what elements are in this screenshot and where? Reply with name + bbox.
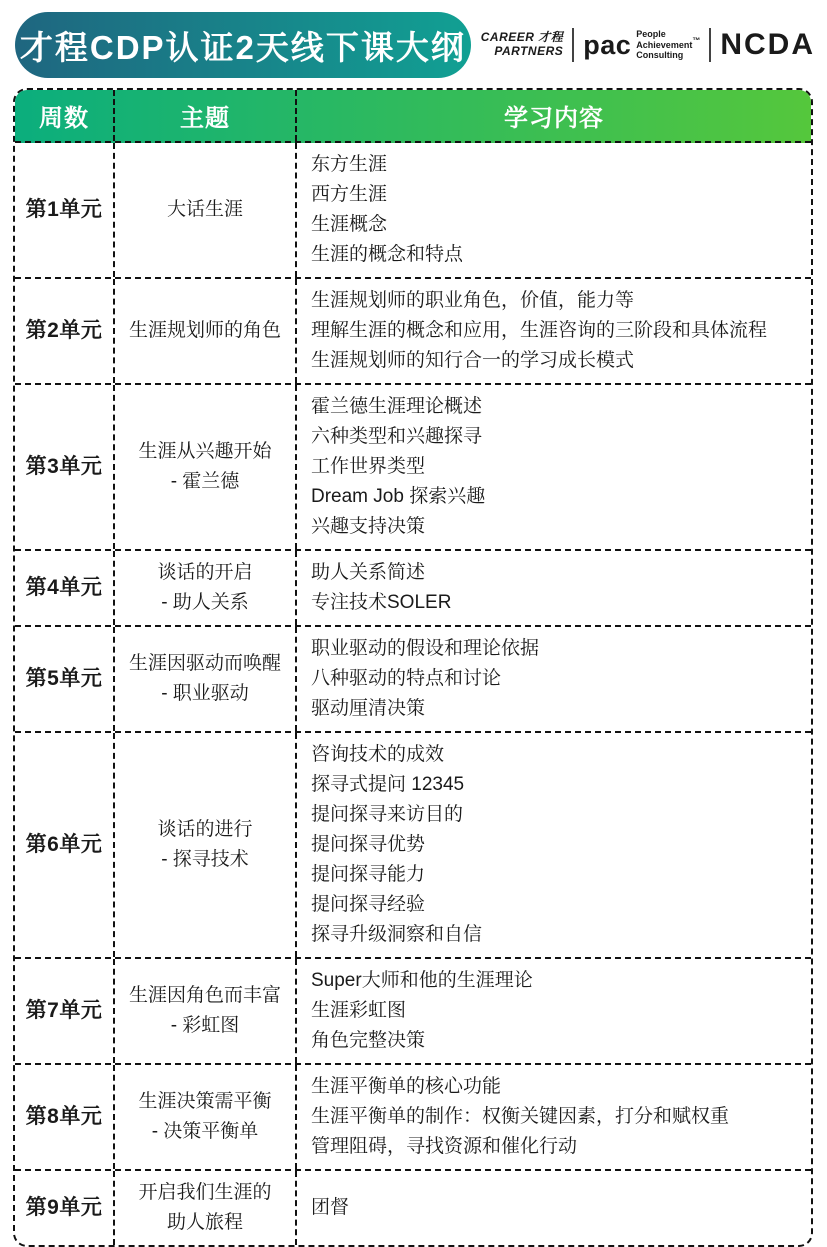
topic-line: 生涯因驱动而唤醒 <box>128 653 281 674</box>
topic-cell <box>113 1171 295 1245</box>
topic-line: - 探寻技术 <box>161 849 249 870</box>
col-header-content: 学习内容 <box>295 90 811 141</box>
unit-cell: 第4单元 <box>25 576 103 599</box>
table-row <box>15 1063 811 1169</box>
pac-tagline-line1: People <box>636 29 666 40</box>
content-line: 生涯平衡单的核心功能 <box>311 1076 502 1097</box>
topic-line: 生涯因角色而丰富 <box>128 985 281 1006</box>
content-line: 专注技术SOLER <box>311 592 452 613</box>
course-table-body <box>15 143 811 1245</box>
topic-line: 助人旅程 <box>166 1212 243 1233</box>
trademark-symbol: ™ <box>692 35 701 45</box>
content-cell <box>295 627 811 731</box>
content-line: 兴趣支持决策 <box>311 516 426 537</box>
table-row <box>15 383 811 549</box>
content-line: 工作世界类型 <box>311 456 426 477</box>
content-cell <box>295 1171 811 1245</box>
content-line: 生涯规划师的职业角色，价值，能力等 <box>311 290 635 311</box>
pac-wordmark: pac <box>583 29 632 60</box>
ncda-logo: NCDA <box>720 28 815 61</box>
content-line: 驱动厘清决策 <box>311 698 426 719</box>
table-row <box>15 625 811 731</box>
unit-cell: 第3单元 <box>25 455 103 478</box>
content-line: 霍兰德生涯理论概述 <box>311 396 483 417</box>
unit-cell: 第9单元 <box>25 1196 103 1219</box>
topic-line: 生涯规划师的角色 <box>128 320 281 341</box>
pac-tagline <box>636 29 700 60</box>
topic-cell <box>113 385 295 549</box>
topic-line: 谈话的开启 <box>157 562 253 583</box>
content-line: 管理阻碍，寻找资源和催化行动 <box>311 1136 578 1157</box>
topic-cell <box>113 627 295 731</box>
content-line: 职业驱动的假设和理论依据 <box>311 638 540 659</box>
content-line: Super大师和他的生涯理论 <box>311 970 533 991</box>
unit-cell: 第6单元 <box>25 833 103 856</box>
table-row <box>15 143 811 277</box>
logo-strip <box>481 28 815 62</box>
table-header-row <box>15 90 811 143</box>
content-cell <box>295 143 811 277</box>
topic-line: - 霍兰德 <box>170 471 240 492</box>
page-header <box>15 12 815 78</box>
career-partners-logo <box>481 31 564 59</box>
topic-cell <box>113 551 295 625</box>
content-line: 生涯彩虹图 <box>311 1000 407 1021</box>
content-line: 理解生涯的概念和应用，生涯咨询的三阶段和具体流程 <box>311 320 768 341</box>
unit-cell: 第2单元 <box>25 319 103 342</box>
content-cell <box>295 959 811 1063</box>
pac-tagline-line3: Consulting <box>636 50 684 61</box>
content-line: 提问探寻能力 <box>311 864 426 885</box>
career-partners-line1: CAREER 才程 <box>480 30 564 45</box>
pac-logo <box>583 29 700 60</box>
topic-cell <box>113 279 295 383</box>
topic-cell <box>113 733 295 957</box>
unit-cell: 第1单元 <box>25 198 103 221</box>
col-header-topic: 主题 <box>113 90 295 141</box>
table-row <box>15 277 811 383</box>
content-cell <box>295 733 811 957</box>
topic-line: - 职业驱动 <box>161 683 249 704</box>
content-cell <box>295 385 811 549</box>
unit-cell: 第7单元 <box>25 999 103 1022</box>
content-line: 提问探寻来访目的 <box>311 804 464 825</box>
content-line: 咨询技术的成效 <box>311 744 445 765</box>
topic-line: - 助人关系 <box>161 592 249 613</box>
topic-cell <box>113 143 295 277</box>
content-line: 助人关系简述 <box>311 562 426 583</box>
career-partners-line2: PARTNERS <box>494 44 564 58</box>
table-row <box>15 1169 811 1245</box>
table-row <box>15 957 811 1063</box>
topic-line: 大话生涯 <box>166 199 243 220</box>
table-row <box>15 549 811 625</box>
logo-divider <box>572 28 574 62</box>
pac-tagline-line2: Achievement <box>636 39 693 50</box>
title-banner <box>15 12 471 78</box>
content-line: 生涯规划师的知行合一的学习成长模式 <box>311 350 635 371</box>
content-line: 八种驱动的特点和讨论 <box>311 668 502 689</box>
topic-line: 生涯从兴趣开始 <box>138 441 272 462</box>
topic-line: 开启我们生涯的 <box>138 1182 272 1203</box>
course-outline-table <box>13 88 813 1247</box>
table-row <box>15 731 811 957</box>
content-line: 西方生涯 <box>311 184 388 205</box>
page-title: 才程CDP认证2天线下课大纲 <box>19 28 466 66</box>
content-line: 探寻式提问 12345 <box>311 774 465 795</box>
topic-cell <box>113 959 295 1063</box>
topic-line: 生涯决策需平衡 <box>138 1091 272 1112</box>
content-line: Dream Job 探索兴趣 <box>311 486 486 507</box>
content-line: 生涯概念 <box>311 214 388 235</box>
col-header-week: 周数 <box>39 105 89 132</box>
content-line: 生涯的概念和特点 <box>311 244 464 265</box>
unit-cell: 第8单元 <box>25 1105 103 1128</box>
content-line: 生涯平衡单的制作：权衡关键因素，打分和赋权重 <box>311 1106 730 1127</box>
content-cell <box>295 279 811 383</box>
topic-line: - 决策平衡单 <box>151 1121 259 1142</box>
content-cell <box>295 1065 811 1169</box>
content-line: 提问探寻优势 <box>311 834 426 855</box>
content-line: 团督 <box>311 1197 350 1218</box>
content-line: 东方生涯 <box>311 154 388 175</box>
topic-line: 谈话的进行 <box>157 819 253 840</box>
content-line: 提问探寻经验 <box>311 894 426 915</box>
topic-cell <box>113 1065 295 1169</box>
content-cell <box>295 551 811 625</box>
content-line: 六种类型和兴趣探寻 <box>311 426 483 447</box>
logo-divider <box>709 28 711 62</box>
content-line: 角色完整决策 <box>311 1030 426 1051</box>
topic-line: - 彩虹图 <box>170 1015 240 1036</box>
unit-cell: 第5单元 <box>25 667 103 690</box>
content-line: 探寻升级洞察和自信 <box>311 924 483 945</box>
